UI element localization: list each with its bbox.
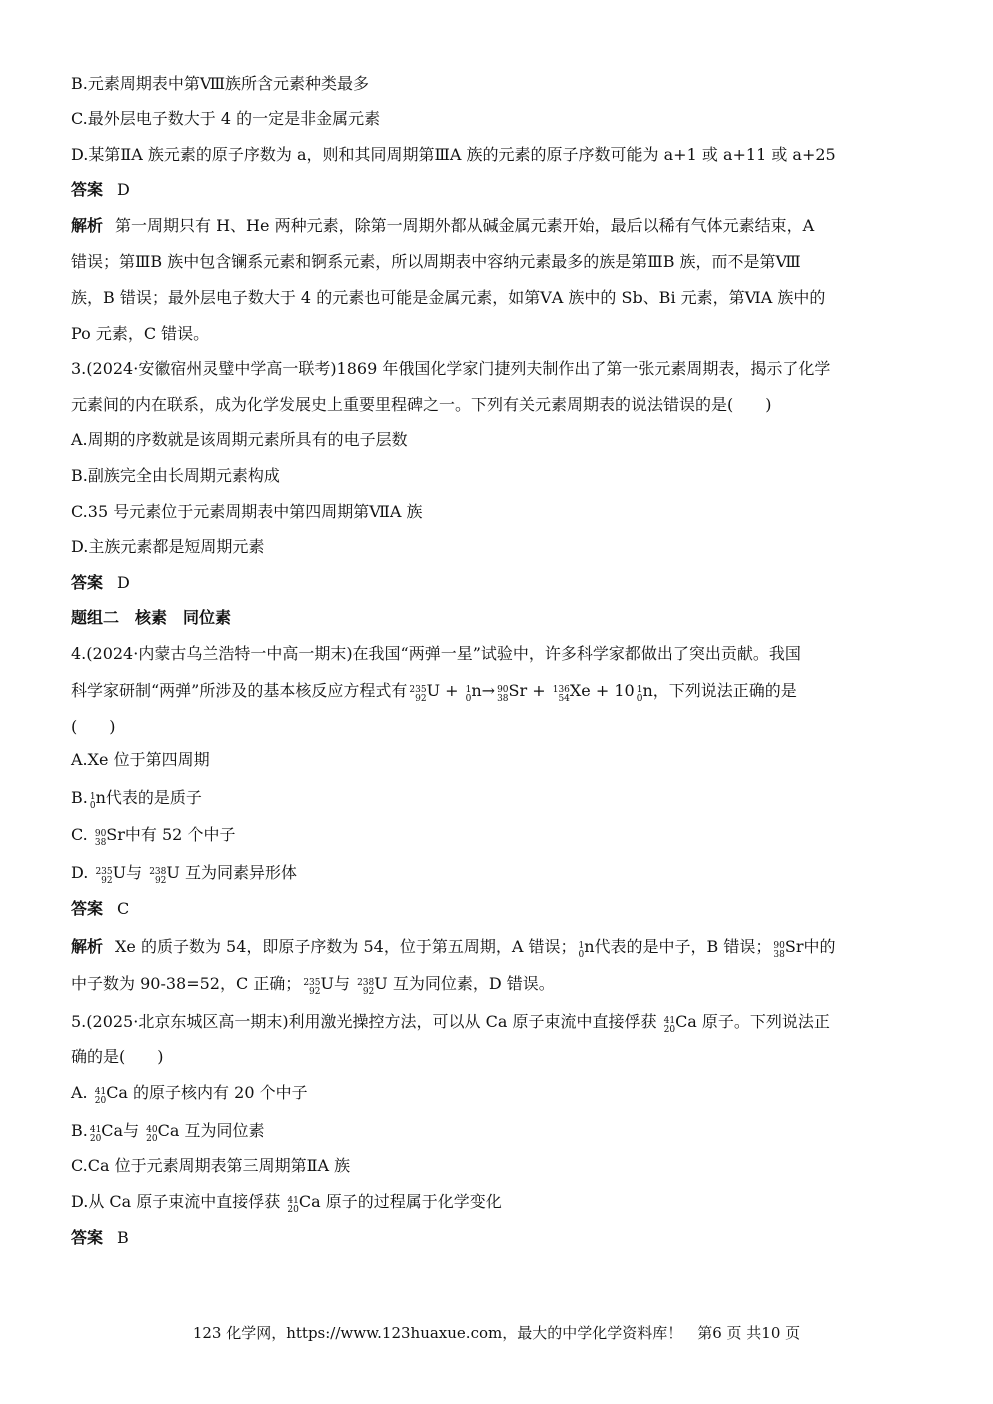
text: n	[642, 681, 653, 700]
option-c: C.最外层电子数大于 4 的一定是非金属元素	[71, 109, 381, 128]
answer-label: 答案	[71, 899, 104, 918]
question-4-equation-line	[71, 679, 923, 704]
answer-value: C	[117, 899, 130, 918]
answer-paren: ( )	[71, 717, 116, 736]
nuclide-ca41: 41 20	[287, 1196, 299, 1215]
nuclide-sr90: 90 38	[497, 685, 509, 704]
answer-value: D	[117, 180, 130, 199]
option-b: B. 41 20 Ca与 40 20 Ca 互为同位素	[71, 1121, 265, 1144]
option-d: D. 235 92 U与 238 92 U 互为同素异形体	[71, 863, 297, 886]
text: Xe + 10	[569, 681, 635, 700]
answer-line	[71, 1226, 923, 1250]
explanation-line: 解析 Xe 的质子数为 54，即原子序数为 54，位于第五周期，A 错误； 1 0 n代表的是中子，B 错误； 90 38 Sr中的	[71, 937, 836, 960]
explanation-label: 解析	[71, 937, 104, 956]
nuclide-neutron: 1 0	[89, 792, 96, 811]
answer-label: 答案	[71, 1228, 104, 1247]
option-a: A.周期的序数就是该周期元素所具有的电子层数	[71, 430, 408, 449]
nuclide-u238: 238 92	[357, 978, 375, 997]
nuclide-u235: 235 92	[409, 685, 427, 704]
nuclide-u238: 238 92	[149, 867, 167, 886]
nuclide-neutron: 1 0	[636, 685, 643, 704]
nuclide-ca41: 41 20	[663, 1016, 676, 1035]
nuclide-neutron: 1 0	[578, 941, 585, 960]
option-d: D.主族元素都是短周期元素	[71, 537, 265, 556]
text: U +	[426, 681, 464, 700]
option-a: A.Xe 位于第四周期	[71, 750, 210, 769]
question-4-stem: 4.(2024·内蒙古乌兰浩特一中高一期末)在我国“两弹一星”试验中，许多科学家都做出了突出贡献。我国	[71, 644, 801, 663]
answer-value: B	[117, 1228, 129, 1247]
nuclide-sr90: 90 38	[94, 829, 107, 848]
explanation-line: Po 元素，C 错误。	[71, 324, 210, 343]
explanation-label: 解析	[71, 216, 104, 235]
answer-line	[71, 571, 923, 595]
option-c: C.Ca 位于元素周期表第三周期第ⅡA 族	[71, 1156, 351, 1175]
explanation-line: 中子数为 90-38=52，C 正确； 235 92 U与 238 92 U 互为同位素，D 错误。	[71, 974, 555, 997]
option-a: A. 41 20 Ca 的原子核内有 20 个中子	[71, 1083, 308, 1106]
explanation-line: 错误；第ⅢB 族中包含镧系元素和锕系元素，所以周期表中容纳元素最多的族是第ⅢB 族，而不是第Ⅷ	[71, 252, 801, 271]
option-c: C. 90 38 Sr中有 52 个中子	[71, 825, 236, 848]
answer-line	[71, 897, 923, 921]
explanation-line: 族，B 错误；最外层电子数大于 4 的元素也可能是金属元素，如第ⅤA 族中的 Sb、Bi 元素，第ⅥA 族中的	[71, 288, 826, 307]
text: Sr +	[508, 681, 551, 700]
nuclide-ca41: 41 20	[94, 1087, 107, 1106]
nuclide-xe136: 136 54	[552, 685, 570, 704]
option-b: B.副族完全由长周期元素构成	[71, 466, 280, 485]
text: 科学家研制“两弹”所涉及的基本核反应方程式有	[71, 681, 408, 700]
answer-label: 答案	[71, 573, 104, 592]
nuclide-sr90: 90 38	[773, 941, 785, 960]
question-5-stem: 确的是( )	[71, 1047, 164, 1066]
answer-line	[71, 178, 923, 202]
page-footer: 123 化学网，https://www.123huaxue.com，最大的中学化学资料库！ 第6 页 共10 页	[192, 1324, 801, 1342]
text: n→	[471, 681, 496, 700]
explanation-line	[71, 214, 923, 238]
answer-value: D	[117, 573, 130, 592]
nuclide-u235: 235 92	[303, 978, 321, 997]
option-d: D.某第ⅡA 族元素的原子序数为 a，则和其同周期第ⅢA 族的元素的原子序数可能为 a+1 或 a+11 或 a+25	[71, 145, 836, 164]
option-b: B. 1 0 n代表的是质子	[71, 788, 202, 811]
nuclide-ca40: 40 20	[146, 1125, 158, 1144]
nuclide-neutron: 1 0	[465, 685, 472, 704]
option-d: D.从 Ca 原子束流中直接俘获 41 20 Ca 原子的过程属于化学变化	[71, 1192, 502, 1215]
option-b: B.元素周期表中第Ⅷ族所含元素种类最多	[71, 74, 370, 93]
explanation-text: 第一周期只有 H、He 两种元素，除第一周期外都从碱金属元素开始，最后以稀有气体元素结束，A	[115, 216, 815, 235]
nuclide-u235: 235 92	[95, 867, 113, 886]
option-c: C.35 号元素位于元素周期表中第四周期第ⅦA 族	[71, 502, 423, 521]
answer-label: 答案	[71, 180, 104, 199]
question-3-stem: 3.(2024·安徽宿州灵璧中学高一联考)1869 年俄国化学家门捷列夫制作出了第一张元素周期表，揭示了化学	[71, 359, 831, 378]
question-3-stem: 元素间的内在联系，成为化学发展史上重要里程碑之一。下列有关元素周期表的说法错误的是( )	[71, 395, 772, 414]
nuclide-ca41: 41 20	[89, 1125, 102, 1144]
section-heading: 题组二 核素 同位素	[71, 608, 232, 627]
text: ，下列说法正确的是	[652, 681, 797, 700]
question-5-stem: 5.(2025·北京东城区高一期末)利用激光操控方法，可以从 Ca 原子束流中直接俘获 41 20 Ca 原子。下列说法正	[71, 1012, 830, 1035]
